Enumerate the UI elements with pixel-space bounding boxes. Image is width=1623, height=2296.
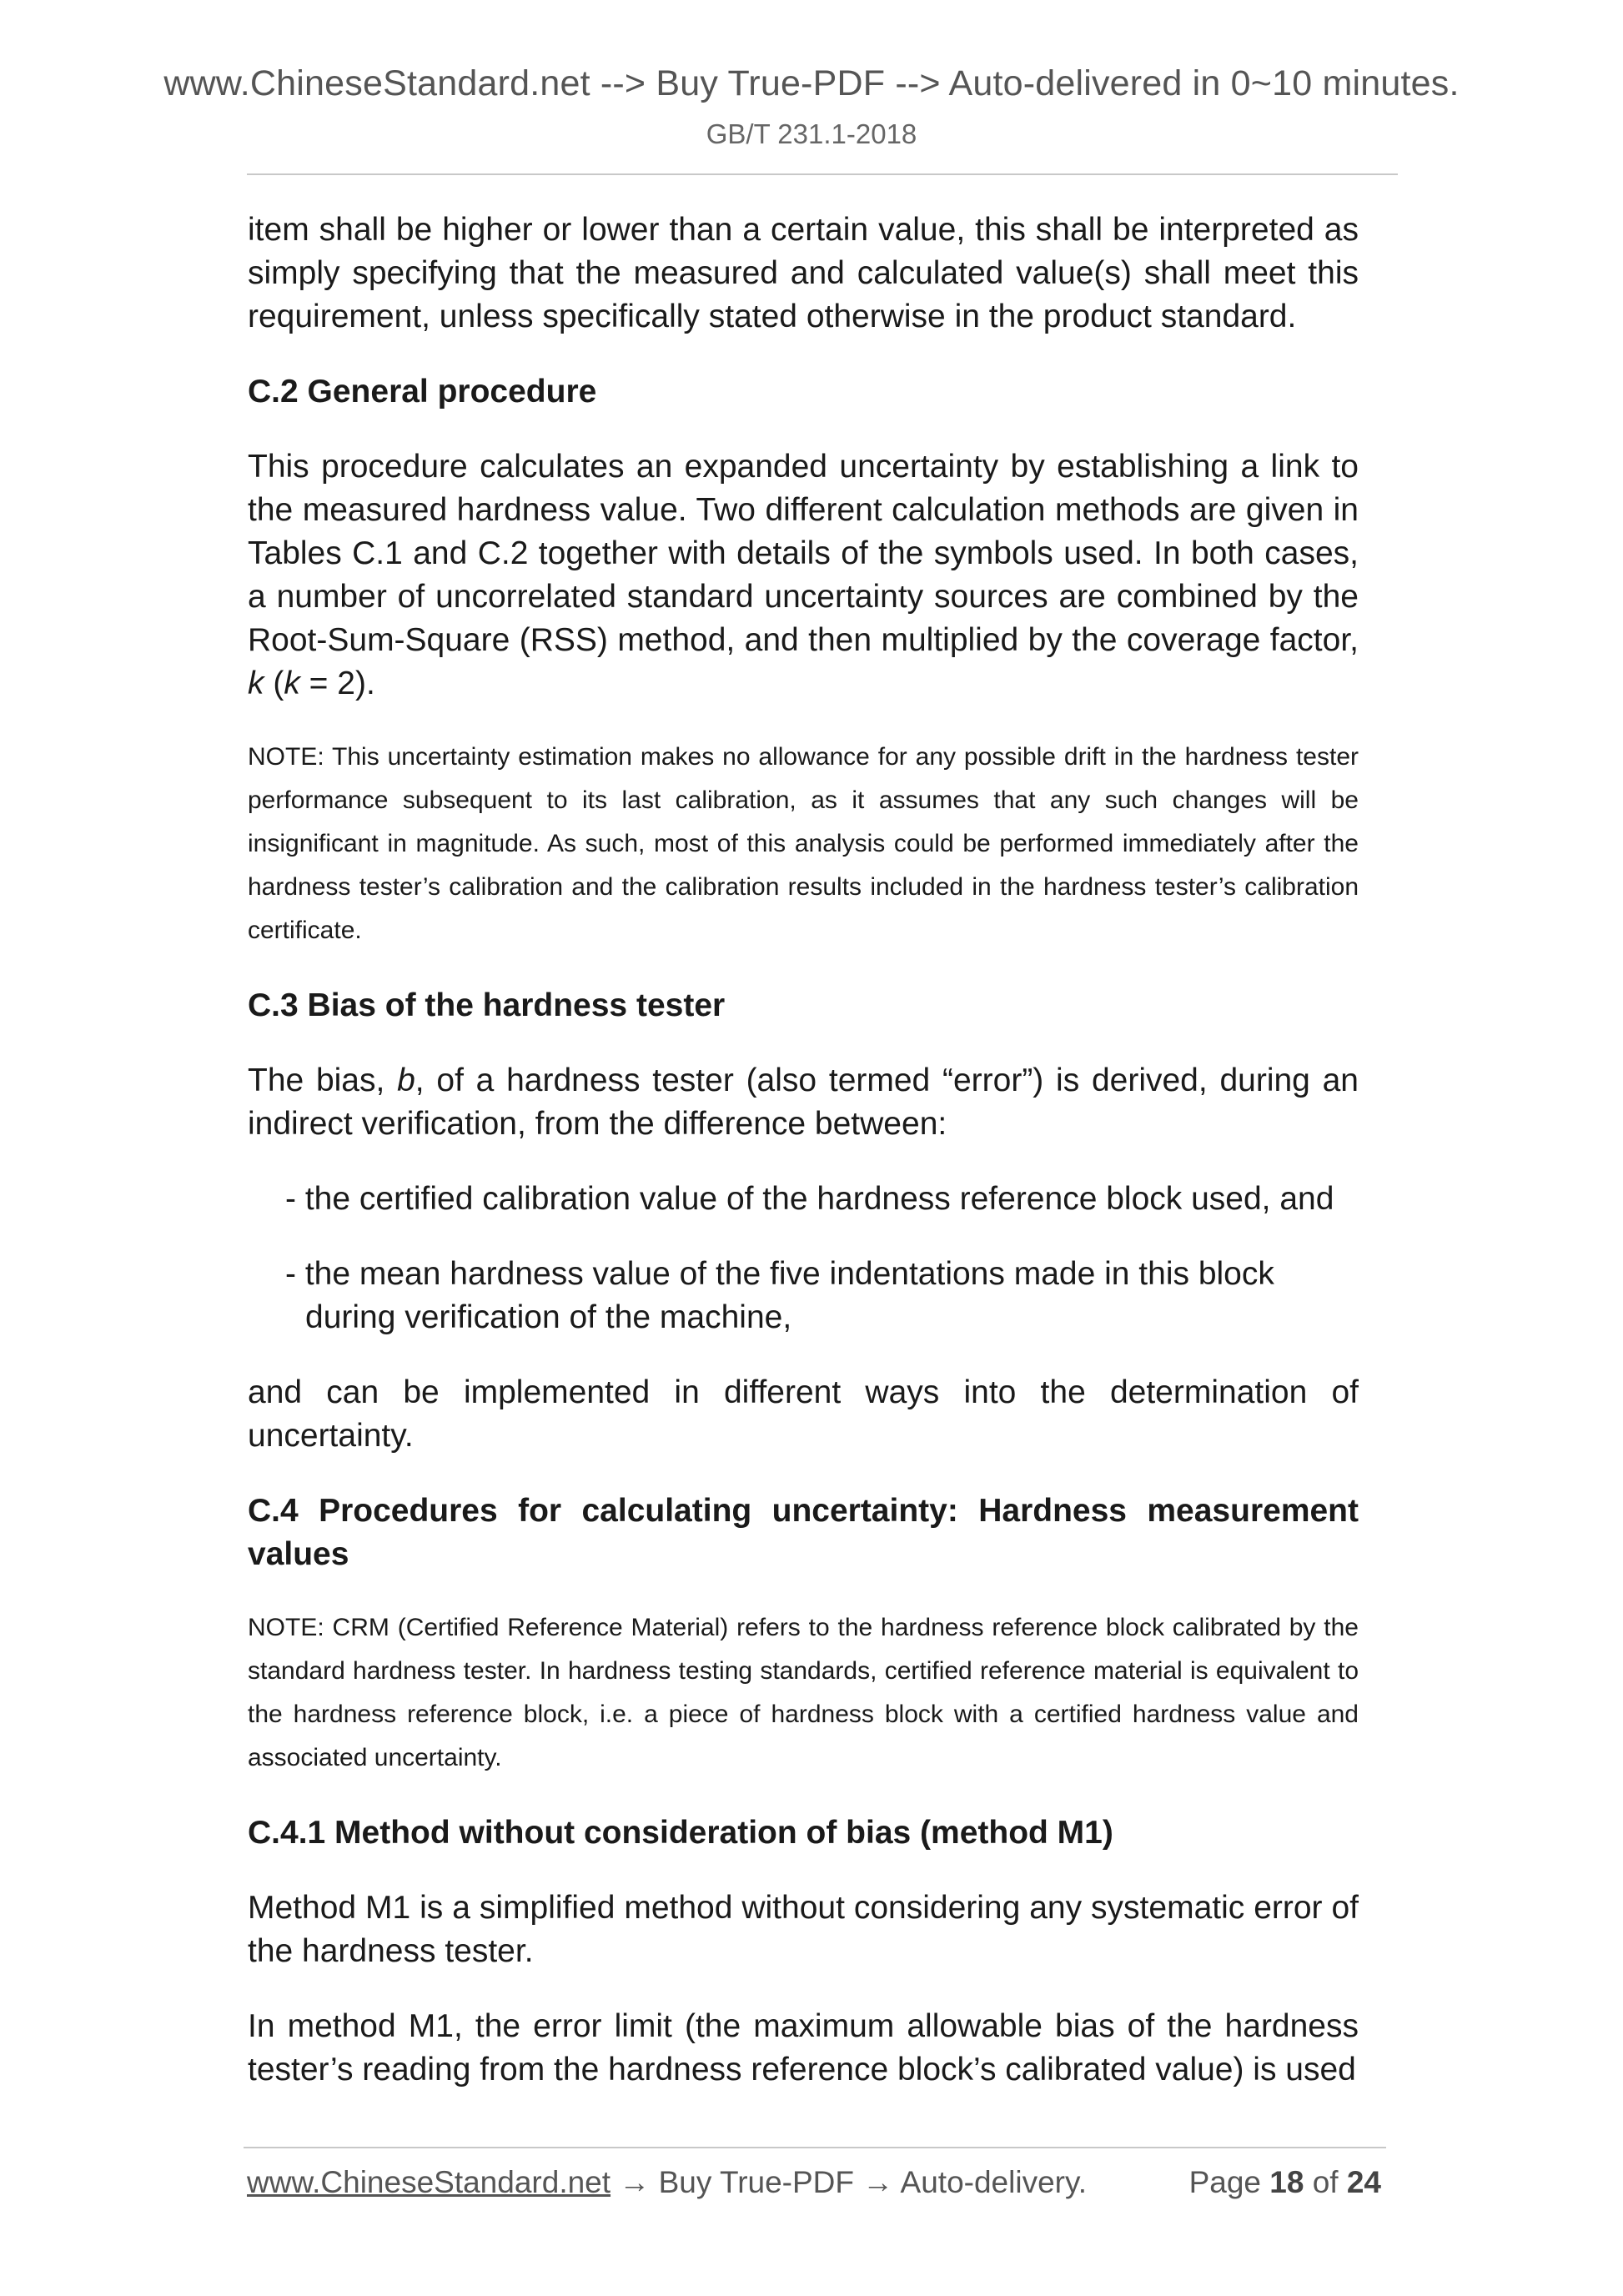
footer-site-link[interactable]: www.ChineseStandard.net [247,2165,611,2199]
section-heading-c2: C.2 General procedure [248,374,597,409]
k-symbol: k [248,666,264,701]
bullet-2-line-2: during verification of the machine, [305,1299,792,1335]
b-symbol: b [397,1063,415,1098]
arrow-icon: → [611,2165,659,2199]
footer-buy-text: Buy True-PDF [658,2165,855,2199]
c3-paragraph [248,1059,1359,1146]
c2-paragraph [248,445,1359,706]
footer-left [247,2165,1087,2200]
c41-paragraph-1: Method M1 is a simplified method without considering any systematic error of the hardness tester. [248,1890,1359,1969]
k-symbol-2: k [284,666,300,701]
total-pages: 24 [1346,2165,1381,2199]
bullet-item-2 [248,1253,1359,1339]
bullet-item-1: - the certified calibration value of the hardness reference block used, and [285,1181,1334,1217]
section-heading-c4: C.4 Procedures for calculating uncertainty: Hardness measurement values [248,1493,1359,1572]
c3-closing-paragraph: and can be implemented in different ways into the determination of uncertainty. [248,1374,1359,1454]
note-c2: NOTE: This uncertainty estimation makes no allowance for any possible drift in the hardness tester performance subsequent to its last calibration, as it assumes that any such changes will be insignificant in magnitude. As such, most of this analysis could be performed immediately after the hardness tester’s calibration and the calibration results included in the hardness tester’s calibration certificate. [248,743,1359,944]
c41-paragraph-2: In method M1, the error limit (the maximum allowable bias of the hardness tester’s reading from the hardness reference block’s calibrated value) is used [248,2008,1359,2088]
footer-auto-text: Auto-delivery. [900,2165,1088,2199]
of-label: of [1304,2165,1347,2199]
section-heading-c3: C.3 Bias of the hardness tester [248,987,726,1023]
document-id: GB/T 231.1-2018 [706,118,917,149]
page-content [248,208,1359,2092]
intro-paragraph: item shall be higher or lower than a certain value, this shall be interpreted as simply specifying that the measured and calculated value(s) shall meet this requirement, unless specifically stated otherwise in the product standard. [248,212,1359,334]
page-number [1189,2165,1381,2200]
arrow-icon-2: → [854,2165,901,2199]
c3-text-c: , of a hardness tester (also termed “error”) is derived, during an indirect verification, from the difference between: [248,1063,1359,1142]
footer-divider [244,2147,1386,2148]
page-label: Page [1188,2165,1270,2199]
k-open: ( [264,666,284,701]
header-divider [247,173,1398,175]
bullet-2-line-1: - the mean hardness value of the five indentations made in this block [285,1256,1274,1292]
current-page: 18 [1269,2165,1304,2199]
c2-text: This procedure calculates an expanded uncertainty by establishing a link to the measured hardness value. Two different calculation methods are given in Tables C.1 and C.2 together with details of the symbols used. In both cases, a number of uncorrelated standard uncertainty sources are combined by the Root-Sum-Square (RSS) method, and then multiplied by the coverage factor, [248,449,1359,658]
c3-text-a: The bias, [248,1063,398,1098]
k-close: = 2). [299,666,375,701]
section-heading-c41: C.4.1 Method without consideration of bias (method M1) [248,1815,1113,1851]
header-banner: www.ChineseStandard.net --> Buy True-PDF --> Auto-delivered in 0~10 minutes. [163,63,1460,103]
note-c4: NOTE: CRM (Certified Reference Material) refers to the hardness reference block calibrated by the standard hardness tester. In hardness testing standards, certified reference material is equivalent to the hardness reference block, i.e. a piece of hardness block with a certified hardness value and associated uncertainty. [248,1614,1359,1771]
